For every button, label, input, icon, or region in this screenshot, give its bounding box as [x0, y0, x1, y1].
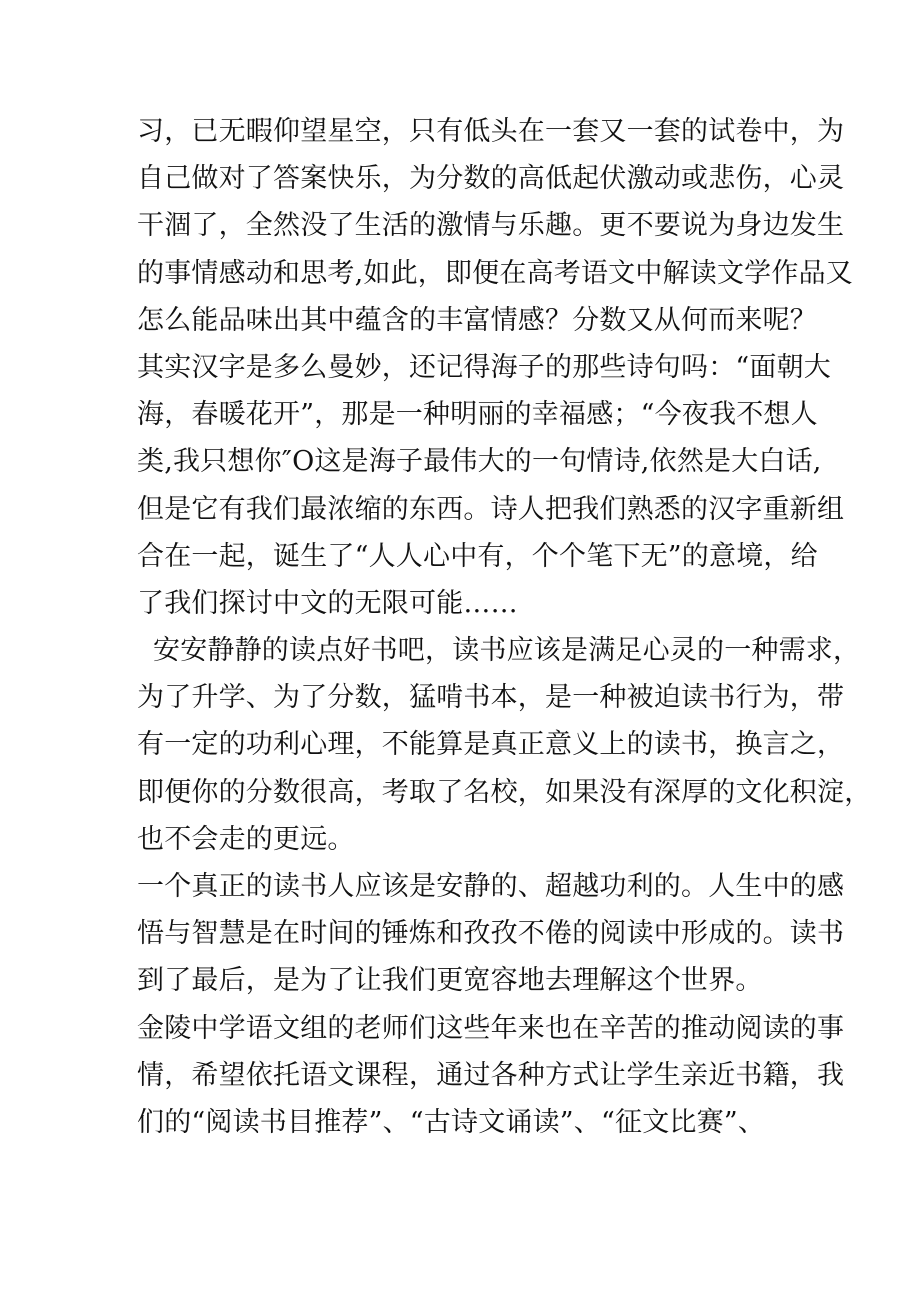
text-line: 合在一起，诞生了“人人心中有，个个笔下无”的意境，给 — [137, 540, 818, 572]
text-line: 习，已无暇仰望星空，只有低头在一套又一套的试卷中，为 — [137, 116, 845, 147]
text-line: 海，春暖花开”，那是一种明丽的幸福感；“今夜我不想人 — [137, 399, 818, 431]
text-line: 有一定的功利心理，不能算是真正意义上的读书，换言之， — [137, 729, 845, 761]
text-line: 们的“阅读书目推荐”、“古诗文诵读”、“征文比赛”、 — [137, 1106, 766, 1138]
text-line: 自己做对了答案快乐，为分数的高低起伏激动或悲伤，心灵 — [137, 163, 845, 195]
text-line: 也不会走的更远。 — [137, 823, 355, 855]
text-line: 干涸了，全然没了生活的激情与乐趣。更不要说为身边发生 — [137, 210, 845, 242]
text-line: 安安静静的读点好书吧，读书应该是满足心灵的一种需求， — [153, 635, 861, 667]
text-line: 但是它有我们最浓缩的东西。诗人把我们熟悉的汉字重新组 — [137, 493, 845, 525]
text-line: 到了最后，是为了让我们更宽容地去理解这个世界。 — [137, 965, 763, 997]
text-line: 为了升学、为了分数，猛啃书本，是一种被迫读书行为，带 — [137, 682, 845, 714]
text-line: 悟与智慧是在时间的锤炼和孜孜不倦的阅读中形成的。读书 — [137, 918, 845, 950]
text-line: 即便你的分数很高，考取了名校，如果没有深厚的文化积淀， — [137, 776, 872, 808]
text-line: 类,我只想你″O这是海子最伟大的一句情诗,依然是大白话, — [137, 446, 822, 478]
text-line: 一个真正的读书人应该是安静的、超越功利的。人生中的感 — [137, 871, 845, 902]
text-line: 其实汉字是多么曼妙，还记得海子的那些诗句吗：“面朝大 — [137, 351, 832, 383]
text-line: 金陵中学语文组的老师们这些年来也在辛苦的推动阅读的事 — [137, 1012, 845, 1044]
document-body — [137, 108, 872, 1146]
text-line: 了我们探讨中文的无限可能…… — [137, 587, 518, 619]
text-line: 怎么能品味出其中蕴含的丰富情感？分数又从何而来呢？ — [137, 304, 817, 336]
text-line: 情，希望依托语文课程，通过各种方式让学生亲近书籍，我 — [137, 1059, 845, 1091]
text-line: 的事情感动和思考,如此，即便在高考语文中解读文学作品又 — [137, 257, 853, 289]
